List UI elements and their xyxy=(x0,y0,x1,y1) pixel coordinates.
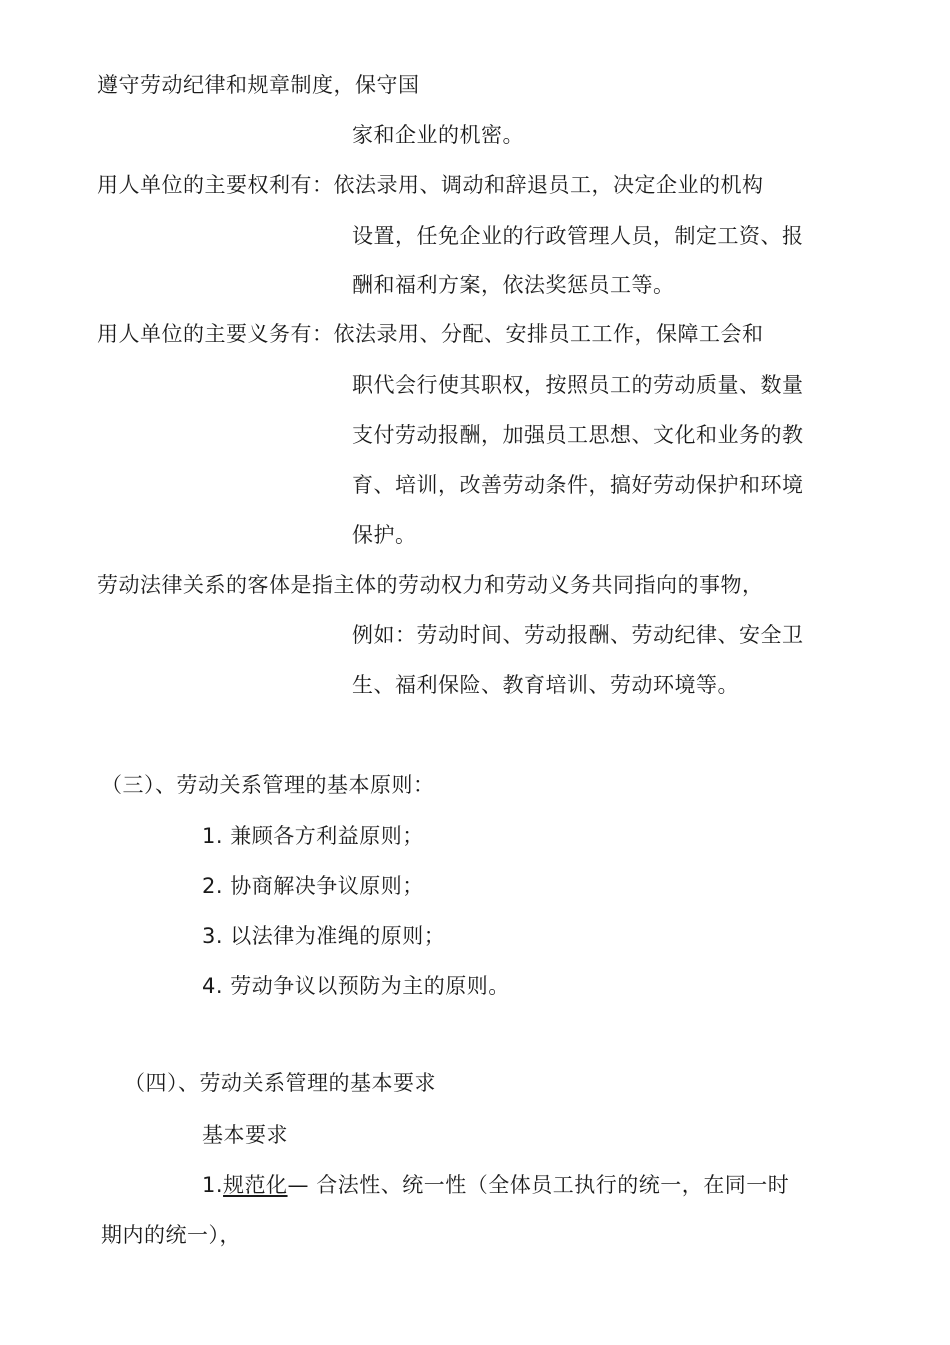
section-heading: （三）、劳动关系管理的基本原则： xyxy=(101,773,435,797)
duties-line: 职代会行使其职权，按照员工的劳动质量、数量 xyxy=(352,373,804,397)
requirement-continuation: 期内的统一）， xyxy=(101,1223,241,1247)
duties-line: 育、培训，改善劳动条件，搞好劳动保护和环境 xyxy=(352,473,804,497)
rights-line: 设置，任免企业的行政管理人员，制定工资、报 xyxy=(352,224,804,248)
rights-line: 用人单位的主要权利有：依法录用、调动和辞退员工，决定企业的机构 xyxy=(97,173,764,197)
duties-line: 保护。 xyxy=(352,523,417,547)
paragraph-line: 遵守劳动纪律和规章制度，保守国 xyxy=(97,73,420,97)
duties-line: 用人单位的主要义务有：依法录用、分配、安排员工工作，保障工会和 xyxy=(97,322,764,346)
principle-item: 2. 协商解决争议原则； xyxy=(202,874,424,898)
principle-item: 4. 劳动争议以预防为主的原则。 xyxy=(202,974,510,998)
rights-line: 酬和福利方案，依法奖惩员工等。 xyxy=(352,273,675,297)
item-description: — 合法性、统一性（全体员工执行的统一，在同一时 xyxy=(287,1173,790,1197)
item-number: 1. xyxy=(202,1173,224,1197)
object-line: 劳动法律关系的客体是指主体的劳动权力和劳动义务共同指向的事物， xyxy=(97,573,764,597)
object-line: 生、福利保险、教育培训、劳动环境等。 xyxy=(352,673,739,697)
section-heading: （四）、劳动关系管理的基本要求 xyxy=(124,1071,436,1095)
object-line: 例如：劳动时间、劳动报酬、劳动纪律、安全卫 xyxy=(352,623,804,647)
duties-line: 支付劳动报酬，加强员工思想、文化和业务的教 xyxy=(352,423,804,447)
requirement-item xyxy=(202,1171,789,1199)
subheading: 基本要求 xyxy=(202,1123,288,1147)
paragraph-line: 家和企业的机密。 xyxy=(352,123,524,147)
principle-item: 1. 兼顾各方利益原则； xyxy=(202,824,424,848)
underlined-term: 规范化 xyxy=(223,1173,288,1197)
principle-item: 3. 以法律为准绳的原则； xyxy=(202,924,446,948)
